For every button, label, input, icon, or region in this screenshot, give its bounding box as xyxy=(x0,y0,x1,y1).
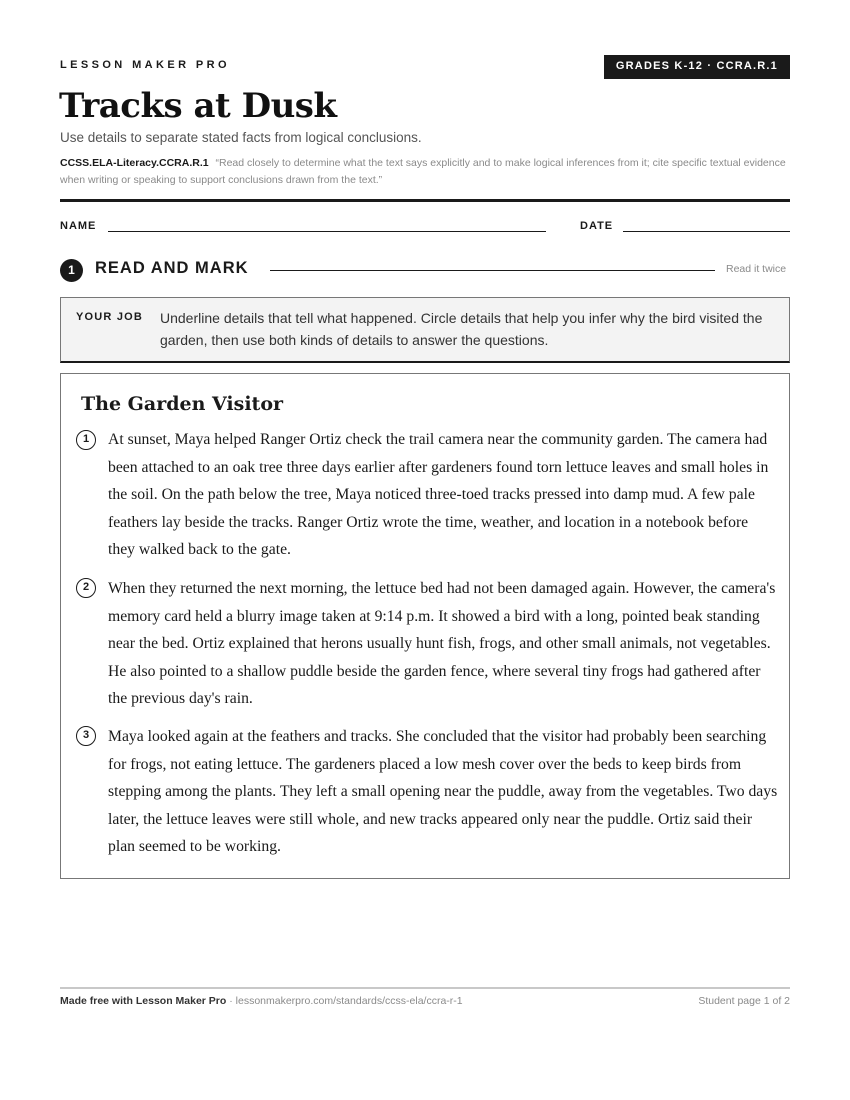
footer-divider xyxy=(60,987,790,989)
standard-text: “Read closely to determine what the text says explicitly and to make logical inferences from it; cite specific textual evidence when writing or speaking to support conclusions drawn from the text.” xyxy=(60,157,786,186)
header-divider xyxy=(60,199,790,202)
instructions-text: Underline details that tell what happened. Circle details that help you infer why the bird visited the garden, then use both kinds of details to answer the questions. xyxy=(160,310,763,348)
paragraph-number: 2 xyxy=(76,578,96,598)
footer-url[interactable]: · lessonmakerpro.com/standards/ccss-ela/ccra-r-1 xyxy=(229,995,463,1007)
instructions-box xyxy=(60,297,790,363)
paragraph-number: 3 xyxy=(76,726,96,746)
passage-paragraph: Maya looked again at the feathers and tracks. She concluded that the visitor had probably been searching for frogs, not eating lettuce. The gardeners placed a low mesh cover over the beds to keep birds from stepping among the plants. They left a small opening near the puddle, away from the vegetables. Two days later, the lettuce leaves were still whole, and new tracks appeared only near the puddle. Ortiz said their plan seemed to be working. xyxy=(108,728,778,856)
brand-name: LESSON MAKER PRO xyxy=(60,59,230,71)
instructions-label: YOUR JOB xyxy=(76,311,144,323)
step-number-badge: 1 xyxy=(60,259,83,282)
date-field[interactable] xyxy=(623,231,790,232)
page-header xyxy=(60,55,790,79)
name-field[interactable] xyxy=(108,231,546,232)
grade-badge: GRADES K-12 · CCRA.R.1 xyxy=(604,55,790,79)
section-title: READ AND MARK xyxy=(95,259,249,277)
reading-passage xyxy=(60,373,790,879)
footer-made-with: Made free with Lesson Maker Pro xyxy=(60,995,227,1007)
page-subtitle: Use details to separate stated facts from logical conclusions. xyxy=(60,130,422,145)
section-divider xyxy=(270,270,715,271)
section-note: Read it twice xyxy=(726,263,787,275)
paragraph-number: 1 xyxy=(76,430,96,450)
footer-credit xyxy=(60,995,463,1007)
name-label: NAME xyxy=(60,220,97,232)
passage-title: The Garden Visitor xyxy=(81,393,284,415)
page-title: Tracks at Dusk xyxy=(59,86,337,126)
page-number: Student page 1 of 2 xyxy=(698,995,790,1007)
date-label: DATE xyxy=(580,220,614,232)
passage-paragraph: At sunset, Maya helped Ranger Ortiz check the trail camera near the community garden. The camera had been attached to an oak tree three days earlier after gardeners found torn lettuce leaves and small holes in the soil. On the path below the tree, Maya noticed three-toed tracks pressed into damp mud. A few pale feathers lay beside the tracks. Ranger Ortiz wrote the time, weather, and location in a notebook before they walked back to the gate. xyxy=(108,431,769,559)
passage-paragraph: When they returned the next morning, the lettuce bed had not been damaged again. However, the camera's memory card held a blurry image taken at 9:14 p.m. It showed a bird with a long, pointed beak standing near the bed. Ortiz explained that herons usually hunt fish, frogs, and other small animals, not vegetables. He also pointed to a shallow puddle beside the garden fence, where several tiny frogs had gathered after the previous day's rain. xyxy=(108,580,776,708)
standard-code: CCSS.ELA-Literacy.CCRA.R.1 xyxy=(60,157,209,169)
standard-statement xyxy=(60,155,795,189)
